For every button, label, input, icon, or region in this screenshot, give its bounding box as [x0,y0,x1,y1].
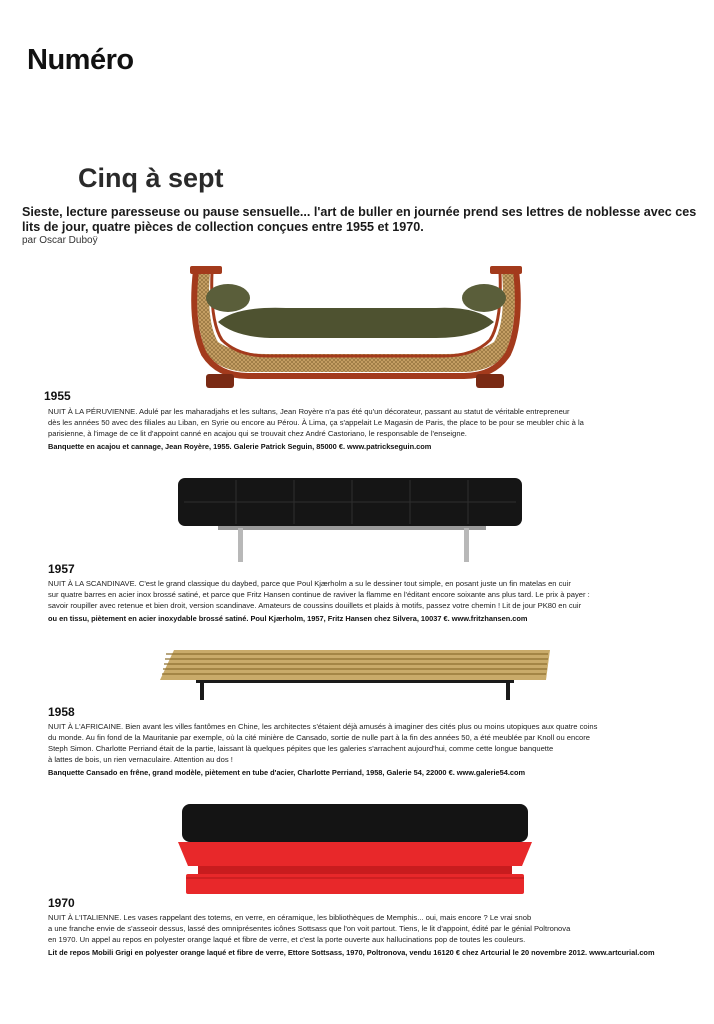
year-1955: 1955 [44,389,71,403]
mobili-grigi-daybed-image [178,800,532,896]
year-1970: 1970 [48,896,75,910]
text-line: en 1970. Un appel au repos en polyester orange laqué et fibre de verre, et c'est la porte ouverte aux hallucinations pop de toutes les couleurs. [48,935,526,944]
text-line: Steph Simon. Charlotte Perriand était de la partie, laissant là quelques pépites que les galeries s'arrachent aujourd'hui, comme cette longue banquette [48,744,554,753]
text-line: sur quatre barres en acier inox brossé satiné, et parce que Fritz Hansen continue de raviver la flamme en l'éditant encore soixante ans plus tard. Le prix à payer : [48,590,590,599]
item-1957-text [48,578,590,611]
item-1958-text [48,721,597,765]
pk80-daybed-image [178,474,522,566]
magazine-logo: Numéro [27,44,134,76]
text-line: parisienne, à l'image de ce lit d'appoint canné en acajou qui se trouvait chez André Castoriano, le responsable de l'enseigne. [48,429,467,438]
text-line: NUIT À L'AFRICAINE. Bien avant les villes fantômes en Chine, les architectes s'étaient déjà amusés à imaginer des cités plus ou moins utopiques aux quatre coins [48,722,598,731]
article-byline: par Oscar Duboÿ [22,235,98,246]
year-1957: 1957 [48,562,75,576]
text-line: savoir roupiller avec retenue et bien droit, version scandinave. Amateurs de coussins douillets et plaids à motifs, passez votre chemin ! Lit de jour PK80 en cuir [48,601,582,610]
text-line: NUIT À L'ITALIENNE. Les vases rappelant des totems, en verre, en céramique, les bibliothèques de Memphis... oui, mais encore ? Le vrai snob [48,913,532,922]
year-1958: 1958 [48,705,75,719]
text-line: dès les années 50 avec des filiales au Liban, en Syrie ou encore au Pérou. À Lima, ça s'appelait Le Magasin de Paris, the place to be pour se meubler chic à la [48,418,584,427]
article-lede: Sieste, lecture paresseuse ou pause sensuelle... l'art de buller en journée prend ses lettres de noblesse avec ces lits de jour, quatre pièces de collection conçues entre 1955 et 1970. [22,205,697,234]
item-1970-text [48,912,570,945]
article-title: Cinq à sept [78,163,224,193]
item-1955-text [48,406,584,439]
text-line: à lattes de bois, un rien vernaculaire. Attention au dos ! [48,755,233,764]
text-line: du monde. Au fin fond de la Mauritanie par exemple, où la cité minière de Cansado, sortie de nulle part à la fin des années 50, a été meublée par Knoll ou encore [48,733,591,742]
text-line: NUIT À LA SCANDINAVE. C'est le grand classique du daybed, parce que Poul Kjærholm a su le dessiner tout simple, en posant juste un fin matelas en cuir [48,579,571,588]
royere-daybed-image [176,262,536,390]
text-line: a une franche envie de s'asseoir dessus, lassé des omniprésentes icônes Sottsass que l'on voit partout. Tiens, le lit d'appoint, édité par le génial Poltronova [48,924,571,933]
text-line: NUIT À LA PÉRUVIENNE. Adulé par les maharadjahs et les sultans, Jean Royère n'a pas été qu'un décorateur, passant au statut de véritable entrepreneur [48,407,570,416]
cansado-bench-image [160,646,554,702]
item-1955-caption: Banquette en acajou et cannage, Jean Royère, 1955. Galerie Patrick Seguin, 85000 €. www.patrickseguin.com [48,442,432,451]
item-1970-caption: Lit de repos Mobili Grigi en polyester orange laqué et fibre de verre, Ettore Sottsass, 1970, Poltronova, vendu 16120 € chez Artcurial le 20 novembre 2012. www.artcurial.com [48,948,655,957]
item-1957-caption: ou en tissu, piètement en acier inoxydable brossé satiné. Poul Kjærholm, 1957, Fritz Hansen chez Silvera, 10037 €. www.fritzhansen.com [48,614,528,623]
item-1958-caption: Banquette Cansado en frêne, grand modèle, piètement en tube d'acier, Charlotte Perriand, 1958, Galerie 54, 22000 €. www.galerie54.com [48,768,526,777]
